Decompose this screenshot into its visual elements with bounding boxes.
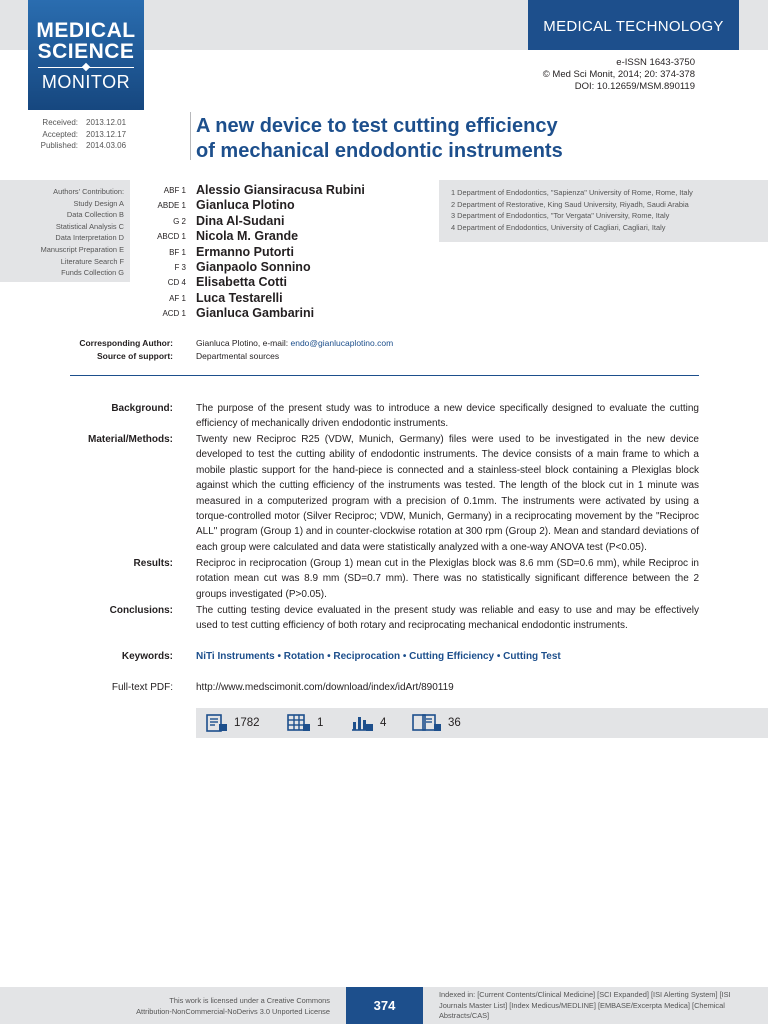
author-name: Luca Testarelli — [196, 290, 283, 305]
section-badge: MEDICAL TECHNOLOGY — [528, 0, 739, 50]
citation: © Med Sci Monit, 2014; 20: 374-378 — [542, 69, 695, 80]
contribution-item: Manuscript Preparation E — [40, 244, 124, 254]
methods-text: Twenty new Reciproc R25 (VDW, Munich, Germany) files were used to be investigated in the new device developed to test the cutting ability of endodontic instruments. The device consists of a main frame to which a mobile plastic support for the hand-piece is connected and a stainless-steel block containing a Plexiglas block against which the cutting efficiency of the instruments was tested. The length of the block cut in 1 minute was measured in a computerized program with a precision of 0.1mm. The instruments were activated by using a torque-controlled motor (Silver Reciproc; VDW, Munich, Germany) in a reciprocating movement by the "Reciproc ALL" program (Group 1) and in counter-clockwise rotation at 300 rpm (Group 2). Mean and standard deviations of each group were calculated and data were statistically analyzed with a one-way ANOVA test (P<0.05). — [196, 434, 699, 553]
license-text — [70, 996, 330, 1017]
methods-label: Material/Methods: — [87, 434, 173, 445]
article-title — [196, 114, 616, 164]
corresponding-label: Corresponding Author: — [79, 338, 173, 348]
indexed-in: Indexed in: [Current Contents/Clinical Medicine] [SCI Expanded] [ISI Alerting System] [ISI Journals Master List] [Index Medicus/MEDLINE] [EMBASE/Excerpta Medica] [Chemical Abstracts/CAS] — [439, 990, 731, 1020]
conclusions-label: Conclusions: — [109, 605, 173, 616]
date-value: 2013.12.17 — [86, 129, 127, 139]
author-name: Gianpaolo Sonnino — [196, 260, 311, 275]
date-value: 2014.03.06 — [86, 141, 127, 150]
reference-count — [412, 713, 461, 733]
author-codes — [140, 183, 186, 322]
word-count-value: 1782 — [234, 717, 260, 729]
author-code: G 2 — [173, 216, 186, 226]
author-code: ACD 1 — [162, 309, 186, 319]
contribution-item: Literature Search F — [60, 256, 124, 266]
citation-block — [543, 57, 695, 93]
support-label: Source of support: — [96, 351, 173, 361]
author-name: Gianluca Gambarini — [196, 306, 315, 321]
eissn: e-ISSN 1643-3750 — [616, 57, 695, 68]
author-name: Alessio Giansiracusa Rubini — [196, 183, 365, 197]
license-line: Attribution-NonCommercial-NoDerivs 3.0 Unported License — [136, 1006, 330, 1016]
word-count-icon — [206, 714, 228, 732]
affiliation-item: 3 Department of Endodontics, "Tor Vergata" University, Rome, Italy — [451, 211, 670, 221]
author-name: Gianluca Plotino — [196, 198, 295, 213]
divider — [190, 112, 191, 160]
journal-logo — [28, 0, 144, 110]
author-code: F 3 — [174, 263, 186, 273]
affiliation-item: 1 Department of Endodontics, "Sapienza" University of Rome, Rome, Italy — [451, 188, 693, 197]
affiliation-item: 2 Department of Restorative, King Saud University, Riyadh, Saudi Arabia — [451, 199, 689, 209]
doi: DOI: 10.12659/MSM.890119 — [574, 81, 695, 92]
author-code: ABF 1 — [163, 186, 186, 195]
author-code: BF 1 — [169, 247, 186, 257]
contribution-item: Data Collection B — [66, 210, 124, 220]
contribution-item: Study Design A — [73, 198, 124, 208]
title-line: of mechanical endodontic instruments — [196, 140, 563, 162]
support-value: Departmental sources — [196, 351, 280, 361]
results-text: Reciproc in reciprocation (Group 1) mean cut in the Plexiglas block was 8.6 mm (SD=0.6 mm), while Reciproc in rotation mean cut was 8.9 mm (SD=0.7 mm). There was no statistically significant difference between the 2 groups investigated (P>0.05). — [196, 558, 699, 600]
results-label: Results: — [133, 558, 173, 569]
background-label: Background: — [111, 403, 173, 414]
logo-diamond-icon — [82, 63, 90, 71]
reference-count-value: 36 — [448, 717, 461, 729]
keywords-text[interactable]: NiTi Instruments • Rotation • Reciprocation • Cutting Efficiency • Cutting Test — [196, 651, 561, 662]
author-name: Ermanno Putorti — [196, 244, 294, 259]
author-name: Nicola M. Grande — [196, 229, 299, 244]
logo-line1: MEDICAL — [36, 19, 136, 42]
license-line: This work is licensed under a Creative Commons — [169, 996, 330, 1005]
author-list — [196, 183, 365, 322]
contribution-item: Statistical Analysis C — [55, 221, 124, 231]
title-line: A new device to test cutting efficiency — [196, 115, 558, 137]
date-label: Received: — [42, 118, 78, 127]
email-link[interactable]: endo@gianlucaplotino.com — [290, 338, 394, 348]
author-code: CD 4 — [167, 278, 186, 288]
table-count-value: 1 — [317, 717, 324, 729]
stats-band — [196, 708, 768, 738]
fulltext-link[interactable]: http://www.medscimonit.com/download/index/idArt/890119 — [196, 682, 454, 693]
keywords-label: Keywords: — [121, 651, 173, 662]
affiliation-list — [451, 187, 693, 233]
references-icon — [412, 714, 442, 732]
contribution-item: Funds Collection G — [61, 268, 124, 278]
date-label: Published: — [40, 141, 78, 150]
word-count — [206, 713, 260, 733]
logo-line2: SCIENCE — [37, 40, 135, 63]
author-name: Dina Al-Sudani — [196, 213, 285, 228]
author-name: Elisabetta Cotti — [196, 275, 287, 290]
figure-icon — [350, 714, 374, 732]
table-count — [287, 713, 323, 733]
author-code: AF 1 — [169, 293, 186, 303]
dates-block — [28, 117, 126, 152]
author-code: ABDE 1 — [157, 201, 186, 211]
table-icon — [287, 714, 311, 732]
corresponding-name: Gianluca Plotino, e-mail: — [196, 338, 291, 348]
contribution-item: Data Interpretation D — [55, 233, 124, 243]
logo-line3: MONITOR — [41, 72, 131, 92]
affiliation-item: 4 Department of Endodontics, University of Cagliari, Cagliari, Italy — [451, 222, 666, 232]
figure-count — [350, 713, 386, 733]
date-label: Accepted: — [42, 129, 78, 139]
fulltext-label: Full-text PDF: — [111, 682, 173, 693]
date-value: 2013.12.01 — [86, 118, 127, 127]
page-number: 374 — [346, 987, 423, 1024]
figure-count-value: 4 — [380, 717, 387, 729]
contribution-item: Authors' Contribution: — [53, 187, 124, 196]
contribution-legend — [0, 186, 124, 279]
corresponding-value — [196, 337, 393, 350]
author-code: ABCD 1 — [157, 232, 186, 242]
section-rule — [70, 375, 699, 376]
conclusions-text: The cutting testing device evaluated in the present study was reliable and easy to use and may be effectively used to test cutting efficiency of both rotary and reciprocating mechanical endodontic instruments. — [196, 605, 699, 632]
background-text: The purpose of the present study was to introduce a new device specifically designed to evaluate the cutting efficiency of mechanically driven endodontic instruments. — [196, 403, 699, 430]
